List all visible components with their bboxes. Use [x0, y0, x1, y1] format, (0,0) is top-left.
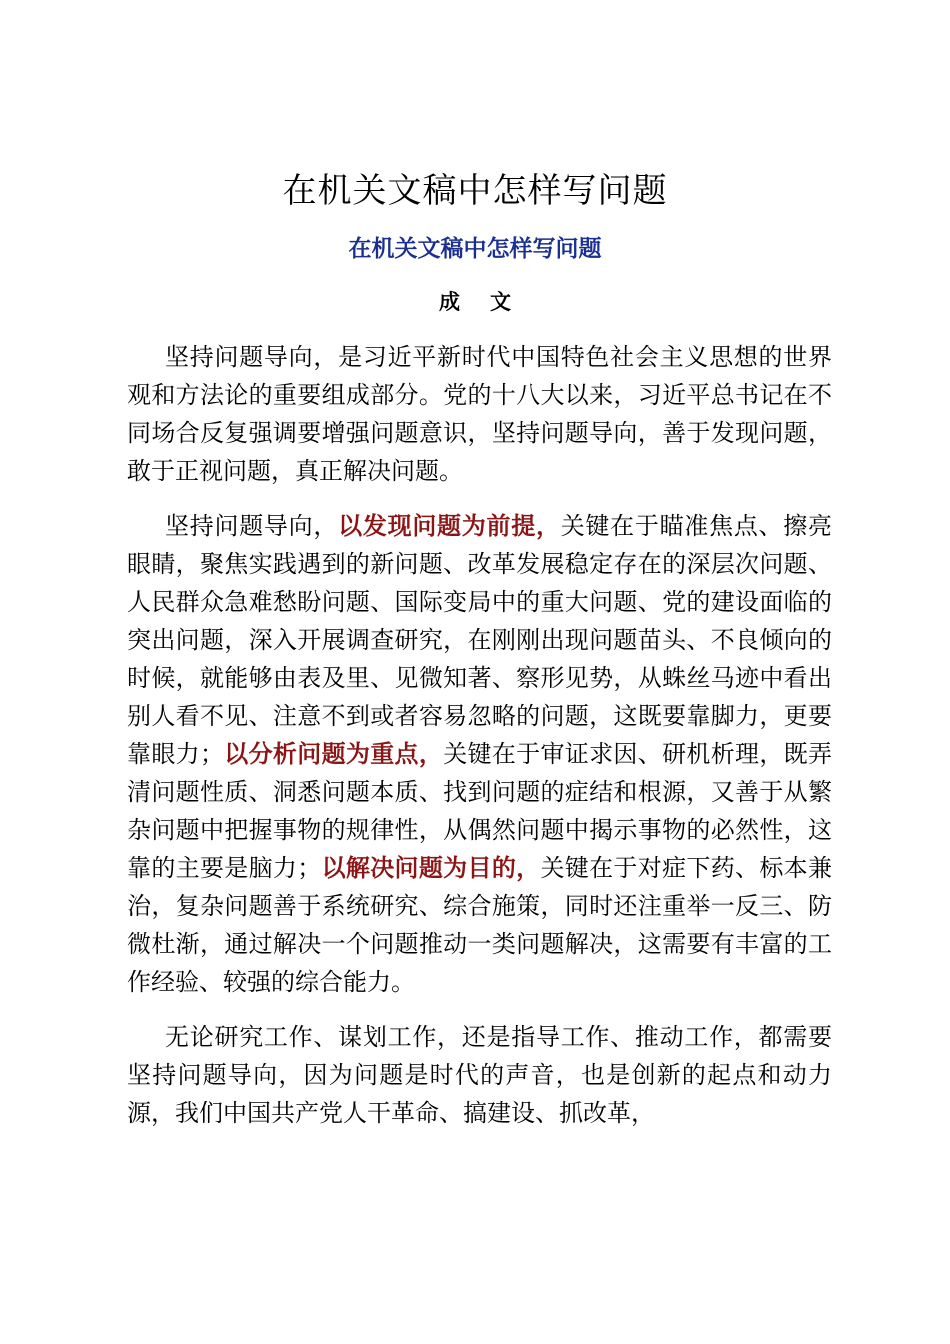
highlight-solve-problem: 以解决问题为目的， [321, 854, 541, 882]
paragraph-2-text-3: 关键在于对症下药、标本兼治，复杂问题善于系统研究、综合施策，同时还注重举一反三、防微杜渐，通过解决一个问题推动一类问题解决，这需要有丰富的工作经验、较强的综合能力。 [127, 854, 833, 996]
paragraph-3: 无论研究工作、谋划工作，还是指导工作、推动工作，都需要坚持问题导向，因为问题是时代的声音，也是创新的起点和动力源，我们中国共产党人干革命、搞建设、抓改革， [127, 1023, 832, 1127]
article-body [127, 338, 832, 1149]
paragraph-2-lead: 坚持问题导向， [165, 512, 339, 540]
paragraph-2-text-1: 关键在于瞄准焦点、擦亮眼睛，聚焦实践遇到的新问题、改革发展稳定存在的深层次问题、人民群众急难愁盼问题、国际变局中的重大问题、党的建设面临的突出问题，深入开展调查研究，在刚刚出现问题苗头、不良倾向的时候，就能够由表及里、见微知著、察形见势，从蛛丝马迹中看出别人看不见、注意不到或者容易忽略的问题，这既要靠脚力，更要靠眼力； [127, 512, 833, 768]
document-subtitle: 在机关文稿中怎样写问题 [348, 236, 602, 262]
author-name: 成文 [439, 290, 541, 314]
document-title: 在机关文稿中怎样写问题 [282, 171, 668, 211]
highlight-analyze-problem: 以分析问题为重点， [223, 740, 444, 768]
paragraph-2-text-2: 关键在于审证求因、研机析理，既弄清问题性质、洞悉问题本质、找到问题的症结和根源，又善于从繁杂问题中把握事物的规律性，从偶然问题中揭示事物的必然性，这靠的主要是脑力； [127, 740, 833, 882]
paragraph-2 [127, 507, 832, 1001]
paragraph-1: 坚持问题导向，是习近平新时代中国特色社会主义思想的世界观和方法论的重要组成部分。党的十八大以来，习近平总书记在不同场合反复强调要增强问题意识，坚持问题导向，善于发现问题，敢于正视问题，真正解决问题。 [127, 343, 832, 485]
highlight-discover-problem: 以发现问题为前提， [338, 512, 561, 540]
